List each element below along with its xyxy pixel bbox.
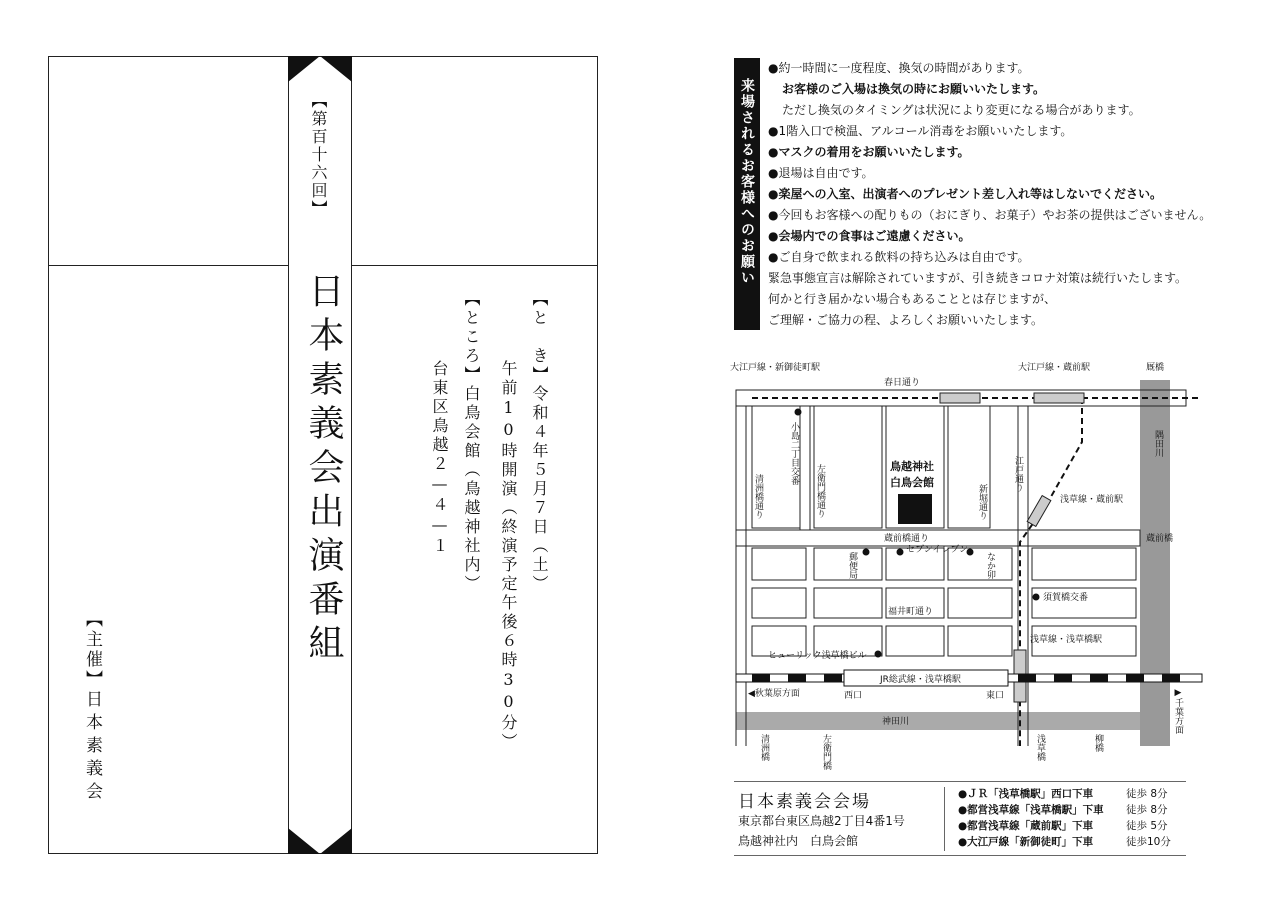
- label-kojima-police: 小島二丁目交番: [789, 422, 799, 485]
- where-label: 【ところ】: [462, 290, 481, 385]
- organizer-label: 【主催】: [82, 610, 102, 690]
- access-route: ●都営浅草線「浅草橋駅」下車: [958, 804, 1104, 816]
- title-band-bottom-cap: [288, 828, 352, 854]
- notice-tab-label: 来場されるお客様へのお願い: [739, 78, 755, 286]
- label-station-shinokachimachi: 大江戸線・新御徒町駅: [730, 363, 821, 373]
- notice-line: 緊急事態宣言は解除されていますが、引き続きコロナ対策は続行いたします。: [768, 271, 1188, 285]
- where-place: 白鳥会館（鳥越神社内）: [462, 385, 481, 594]
- access-row: [958, 834, 1171, 850]
- venue-map: [728, 352, 1208, 774]
- label-edo-st: 江戸通り: [1013, 456, 1023, 492]
- label-kanda-river: 神田川: [882, 717, 910, 727]
- label-sugabashi-police: 須賀橋交番: [1043, 593, 1089, 603]
- label-yanagi-bridge: 柳橋: [1093, 734, 1103, 752]
- info-rule-top: [734, 781, 1186, 782]
- where-block: [460, 290, 483, 594]
- notice-line: ●会場内での食事はご遠慮ください。: [768, 229, 971, 243]
- map-roads: [736, 390, 1186, 746]
- label-saemon-st: 左衛門橋通り: [815, 464, 825, 518]
- access-route: ●大江戸線「新御徒町」下車: [958, 836, 1094, 848]
- access-row: [958, 786, 1168, 802]
- label-akihabara: ◀秋葉原方面: [748, 689, 800, 699]
- map-dots: [795, 409, 1040, 658]
- label-kuramaebashi-st: 蔵前橋通り: [884, 534, 930, 544]
- edition-number: 【第百十六回】: [309, 92, 328, 218]
- notice-line: ●退場は自由です。: [768, 166, 874, 180]
- notice-line: 何かと行き届かない場合もあることとは存じますが、: [768, 292, 1057, 306]
- label-jr-station: JR総武線・浅草橋駅: [880, 675, 961, 685]
- label-chiba: ▶千葉方面: [1173, 688, 1183, 734]
- venue-name: 日本素義会会場: [738, 792, 871, 812]
- notice-line: ●1階入口で検温、アルコール消毒をお願いいたします。: [768, 124, 1073, 138]
- notice-line: ●楽屋への入室、出演者へのプレゼント差し入れ等はしないでください。: [768, 187, 1162, 201]
- access-walk-time: 徒歩 8分: [1126, 788, 1168, 800]
- access-route: ●ＪＲ「浅草橋駅」西口下車: [958, 788, 1094, 800]
- label-sumida-river: 隅田川: [1153, 430, 1163, 457]
- notice-line: ●ご自身で飲まれる飲料の持ち込みは自由です。: [768, 250, 1030, 264]
- label-kiyosubashi-st: 清洲橋通り: [753, 474, 763, 519]
- access-walk-time: 徒歩10分: [1126, 836, 1171, 848]
- when-date: 令和４年５月７日（土）: [530, 385, 549, 594]
- access-row: [958, 818, 1168, 834]
- venue-address-line1: 東京都台東区鳥越2丁目4番1号: [738, 814, 905, 828]
- when-time: 午前10時開演（終演予定午後６時30分）: [499, 360, 518, 752]
- label-station-kuramae-oedo: 大江戸線・蔵前駅: [1018, 363, 1091, 373]
- label-kasuga-st: 春日通り: [884, 378, 921, 388]
- notice-list: [768, 58, 1248, 331]
- when-block: [528, 290, 551, 594]
- venue-address-line2: 鳥越神社内 白鳥会館: [738, 834, 859, 848]
- organizer-name: 日本素義会: [82, 690, 102, 805]
- notice-line: ご理解・ご協力の程、よろしくお願いいたします。: [768, 313, 1044, 327]
- station-marker: [1027, 496, 1051, 527]
- label-seven-eleven: セブンイレブン: [906, 545, 968, 555]
- label-umaya-bridge: 厩橋: [1146, 363, 1165, 373]
- label-post-office: 郵便局: [847, 552, 857, 579]
- label-kuramae-bridge: 蔵前橋: [1146, 534, 1174, 544]
- station-marker: [940, 393, 980, 403]
- access-row: [958, 802, 1168, 818]
- label-kiyosu-bridge: 清洲橋: [759, 734, 769, 761]
- label-west-exit: 西口: [844, 691, 863, 701]
- station-marker: [1034, 393, 1084, 403]
- access-walk-time: 徒歩 8分: [1126, 804, 1168, 816]
- label-east-exit: 東口: [986, 691, 1005, 701]
- notice-line: ●約一時間に一度程度、換気の時間があります。: [768, 61, 1030, 75]
- program-title: 日本素義会出演番組: [303, 272, 344, 668]
- title-band-top-cap: [288, 56, 352, 82]
- label-hall: 白鳥会館: [890, 476, 934, 489]
- notice-line: お客様のご入場は換気の時にお願いいたします。: [782, 82, 1046, 96]
- panel-divider-right: [352, 265, 598, 266]
- label-saemon-bridge: 左衛門橋: [821, 734, 831, 770]
- info-rule-bottom: [734, 855, 1186, 856]
- when-label: 【と き】: [530, 290, 549, 385]
- label-kuramae-asakusa: 浅草線・蔵前駅: [1060, 495, 1124, 505]
- access-list: [958, 786, 1171, 850]
- shrine-building: [898, 494, 932, 524]
- access-walk-time: 徒歩 5分: [1126, 820, 1168, 832]
- notice-line: ただし換気のタイミングは状況により変更になる場合があります。: [782, 103, 1141, 117]
- notice-line: ●マスクの着用をお願いいたします。: [768, 145, 970, 159]
- label-shinbori-st: 新堀通り: [977, 484, 987, 520]
- label-fukui-st: 福井町通り: [888, 607, 934, 617]
- label-nakau: なか卯: [985, 552, 995, 579]
- panel-divider-left: [48, 265, 288, 266]
- where-address: 台東区鳥越２—４—１: [430, 360, 449, 556]
- kanda-river-shape: [736, 712, 1140, 730]
- notice-tab: [734, 58, 760, 330]
- label-hulic: ヒューリック浅草橋ビル: [768, 651, 867, 661]
- label-asakusa-bridge: 浅草橋: [1035, 734, 1045, 761]
- info-separator: [944, 787, 945, 851]
- notice-line: ●今回もお客様への配りもの（おにぎり、お菓子）やお茶の提供はございません。: [768, 208, 1212, 222]
- label-asakusabashi-asakusa: 浅草線・浅草橋駅: [1030, 635, 1103, 645]
- access-route: ●都営浅草線「蔵前駅」下車: [958, 820, 1094, 832]
- label-shrine: 鳥越神社: [890, 460, 934, 473]
- subway-lines: [752, 398, 1200, 746]
